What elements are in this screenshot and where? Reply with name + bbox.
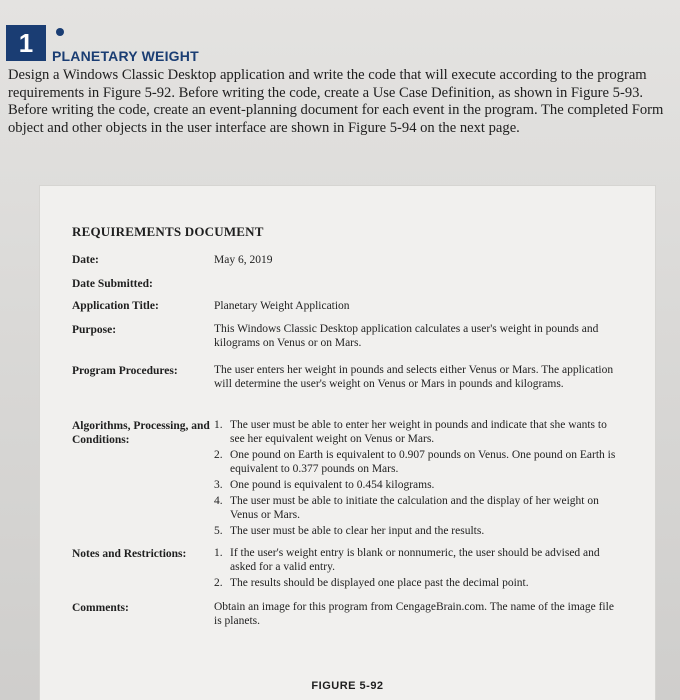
date-value: May 6, 2019 [214, 254, 273, 266]
notes-list [214, 546, 624, 590]
note-item-text: The results should be displayed one place past the decimal point. [230, 577, 529, 589]
program-procedures-label: Program Procedures: [72, 365, 178, 377]
difficulty-dot-icon [56, 28, 64, 36]
date-label: Date: [72, 254, 99, 266]
algorithm-item-number: 4. [214, 495, 223, 507]
algorithm-item-text: The user must be able to clear her input and the results. [230, 525, 485, 537]
notes-restrictions-label: Notes and Restrictions: [72, 548, 187, 560]
algorithms-list [214, 418, 624, 538]
figure-caption: FIGURE 5-92 [311, 680, 384, 692]
comments-value: Obtain an image for this program from CengageBrain.com. The name of the image file is planets. [214, 601, 614, 627]
exercise-instructions: Design a Windows Classic Desktop application and write the code that will execute according to the program requirements in Figure 5-92. Before writing the code, create a Use Case Definition, as shown in Figure 5-93. Before writing the code, create an event-planning document for each event in the program. The completed Form object and other objects in the user interface are shown in Figure 5-94 on the next page. [8, 67, 664, 136]
comments-label: Comments: [72, 602, 129, 614]
requirements-heading: REQUIREMENTS DOCUMENT [72, 224, 264, 239]
program-procedures-value: The user enters her weight in pounds and selects either Venus or Mars. The application will determine the user's weight on Venus or Mars in pounds and kilograms. [214, 364, 614, 390]
algorithm-item [214, 418, 624, 446]
algorithm-item [214, 478, 624, 492]
exercise-number-badge: 1 [6, 25, 46, 61]
note-item-number: 2. [214, 577, 223, 589]
algorithm-item-text: One pound on Earth is equivalent to 0.907 pounds on Venus. One pound on Earth is equivalent to 0.377 pounds on Mars. [230, 449, 616, 475]
algorithms-label: Algorithms, Processing, and Conditions: [72, 420, 210, 446]
algorithm-item-number: 5. [214, 525, 223, 537]
algorithm-item [214, 494, 624, 522]
note-item [214, 546, 624, 574]
algorithm-item-number: 1. [214, 419, 223, 431]
note-item-number: 1. [214, 547, 223, 559]
purpose-label: Purpose: [72, 324, 117, 336]
note-item-text: If the user's weight entry is blank or nonnumeric, the user should be advised and asked for a valid entry. [230, 547, 600, 573]
requirements-document-figure [40, 186, 655, 700]
note-item [214, 576, 624, 590]
algorithm-item [214, 448, 624, 476]
algorithm-item-text: One pound is equivalent to 0.454 kilograms. [230, 479, 435, 491]
algorithm-item-number: 3. [214, 479, 223, 491]
algorithm-item-text: The user must be able to enter her weight in pounds and indicate that she wants to see her equivalent weight on Venus or Mars. [230, 419, 607, 445]
date-submitted-label: Date Submitted: [72, 278, 153, 290]
purpose-value: This Windows Classic Desktop application calculates a user's weight in pounds and kilograms on Venus or on Mars. [214, 323, 599, 349]
algorithms-list-container [214, 418, 624, 540]
application-title-label: Application Title: [72, 300, 159, 312]
exercise-title: PLANETARY WEIGHT [52, 48, 199, 64]
notes-list-container [214, 546, 624, 592]
algorithm-item [214, 524, 624, 538]
algorithm-item-text: The user must be able to initiate the calculation and the display of her weight on Venus or Mars. [230, 495, 599, 521]
application-title-value: Planetary Weight Application [214, 300, 350, 312]
algorithm-item-number: 2. [214, 449, 223, 461]
